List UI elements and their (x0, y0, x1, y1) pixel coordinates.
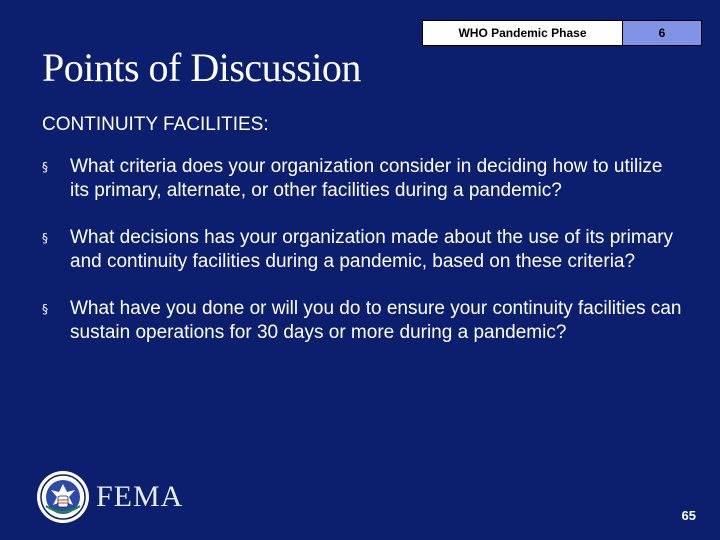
bullet-marker: § (42, 160, 48, 174)
bullet-text: What criteria does your organization consider in deciding how to utilize its primary, alternate, or other facilities during a pandemic? (70, 156, 663, 201)
bullet-item (42, 226, 682, 274)
fema-logo (36, 470, 183, 524)
discussion-bullets (42, 155, 682, 368)
bullet-text: What decisions has your organization made about the use of its primary and continuity facilities during a pandemic, based on these criteria? (70, 227, 674, 272)
bullet-marker: § (42, 231, 48, 245)
bullet-item (42, 297, 682, 345)
phase-value: 6 (623, 21, 701, 45)
fema-wordmark: FEMA (96, 480, 184, 513)
page-number: 65 (681, 508, 696, 523)
bullet-item (42, 155, 682, 203)
bullet-text: What have you done or will you do to ensure your continuity facilities can sustain operations for 30 days or more during a pandemic? (70, 298, 682, 343)
bullet-marker: § (42, 302, 48, 316)
phase-label: WHO Pandemic Phase (423, 21, 623, 45)
section-heading: CONTINUITY FACILITIES: (42, 114, 269, 135)
who-phase-indicator (422, 20, 702, 46)
dhs-seal-icon (36, 470, 90, 524)
slide-title: Points of Discussion (42, 45, 361, 90)
